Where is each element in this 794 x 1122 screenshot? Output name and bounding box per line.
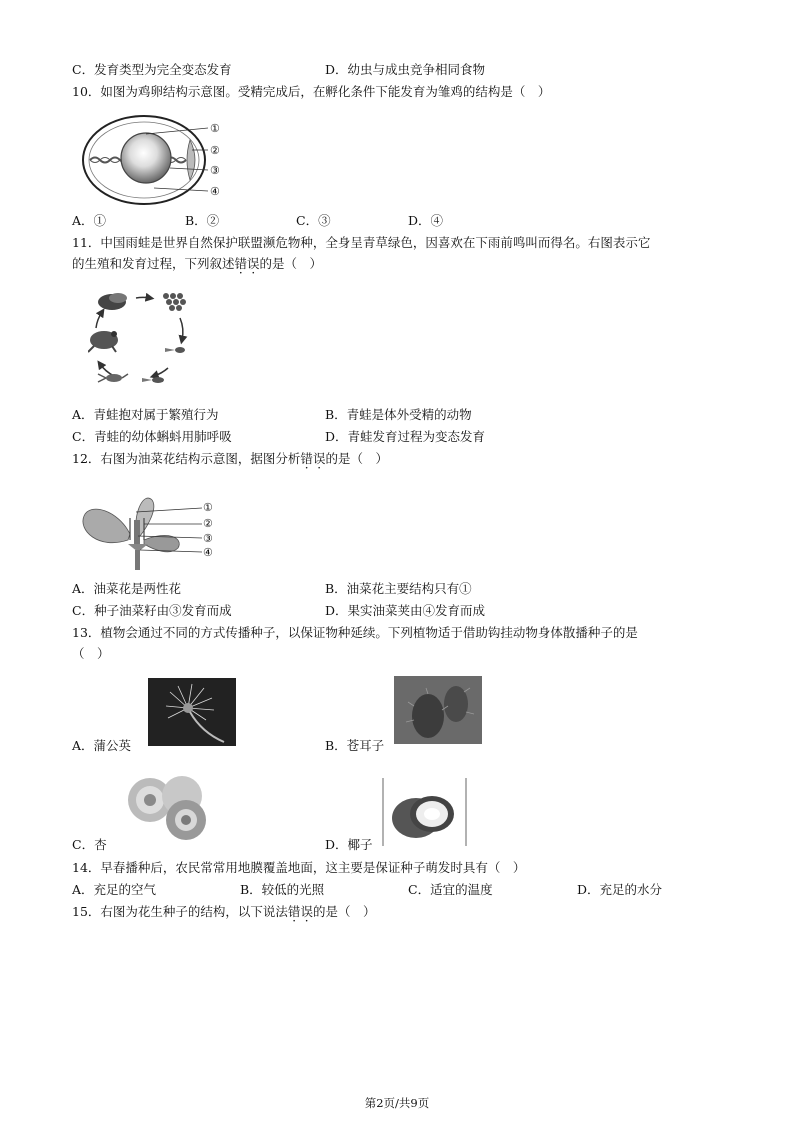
rape-flower-diagram (78, 490, 208, 570)
q14-option-d: D．充足的水分 (577, 882, 663, 897)
q9-option-c: C．发育类型为完全变态发育 (72, 62, 232, 77)
flower-label-1: ① (203, 501, 213, 514)
egg-label-1: ① (210, 122, 220, 135)
coconut-photo (380, 778, 470, 846)
q13-option-c: C．杏 (72, 837, 107, 852)
q12-option-b: B．油菜花主要结构只有① (325, 581, 472, 596)
q10-stem: 10．如图为鸡卵结构示意图。受精完成后，在孵化条件下能发育为雏鸡的结构是（ ） (72, 84, 551, 99)
q13-option-d: D．椰子 (325, 837, 373, 852)
q11-stem-line2: 的生殖和发育过程，下列叙述错误的是（ ） (72, 256, 323, 271)
apricot-photo (122, 774, 214, 844)
q11-option-d: D．青蛙发育过程为变态发育 (325, 429, 486, 444)
q13-option-a: A．蒲公英 (72, 738, 132, 753)
q12-option-d: D．果实油菜荚由④发育而成 (325, 603, 486, 618)
egg-label-2: ② (210, 144, 220, 157)
page-number: 第2页/共9页 (364, 1096, 430, 1110)
q15-stem: 15．右图为花生种子的结构，以下说法错误的是（ ） (72, 904, 376, 919)
q13-option-b: B．苍耳子 (325, 738, 385, 753)
q14-option-a: A．充足的空气 (72, 882, 157, 897)
q12-option-c: C．种子油菜籽由③发育而成 (72, 603, 232, 618)
q12-option-a: A．油菜花是两性花 (72, 581, 182, 596)
q9-option-d: D．幼虫与成虫竞争相同食物 (325, 62, 486, 77)
egg-label-4: ④ (210, 185, 220, 198)
q10-option-c: C．③ (296, 213, 331, 228)
frog-life-cycle-diagram (88, 288, 198, 388)
q10-option-d: D．④ (408, 213, 444, 228)
q14-option-b: B．较低的光照 (240, 882, 325, 897)
flower-label-2: ② (203, 517, 213, 530)
q11-stem-line1: 11．中国雨蛙是世界自然保护联盟濒危物种，全身呈青草绿色，因喜欢在下雨前鸣叫而得名。右图表示它 (72, 235, 651, 250)
q14-stem: 14．早春播种后，农民常常用地膜覆盖地面，这主要是保证种子萌发时具有（ ） (72, 860, 526, 875)
q10-option-b: B．② (185, 213, 220, 228)
q11-option-c: C．青蛙的幼体蝌蚪用肺呼吸 (72, 429, 232, 444)
q11-option-b: B．青蛙是体外受精的动物 (325, 407, 472, 422)
q13-stem-line1: 13．植物会通过不同的方式传播种子，以保证物种延续。下列植物适于借助钩挂动物身体散播种子的是 (72, 625, 638, 640)
q10-option-a: A．① (72, 213, 107, 228)
q14-option-c: C．适宜的温度 (408, 882, 493, 897)
flower-label-4: ④ (203, 546, 213, 559)
dandelion-photo (148, 678, 236, 746)
q13-stem-line2: （ ） (72, 646, 110, 661)
egg-label-3: ③ (210, 164, 220, 177)
cocklebur-photo (394, 676, 482, 744)
q12-stem: 12．右图为油菜花结构示意图，据图分析错误的是（ ） (72, 451, 388, 466)
flower-label-3: ③ (203, 532, 213, 545)
q11-option-a: A．青蛙抱对属于繁殖行为 (72, 407, 219, 422)
